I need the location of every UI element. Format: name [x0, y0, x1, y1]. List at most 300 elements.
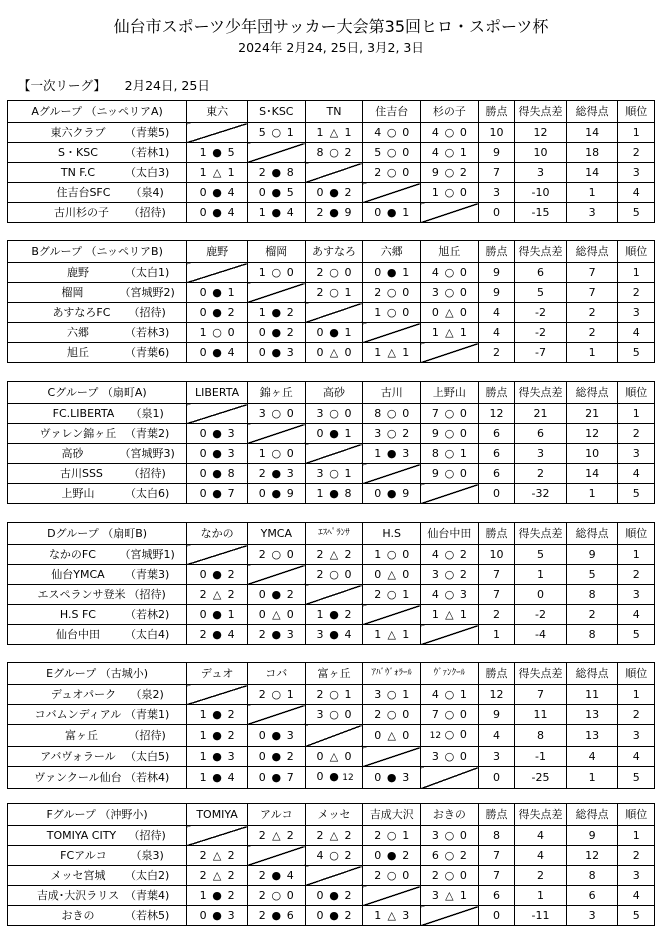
group-name: Dグループ （扇町B)	[8, 523, 187, 545]
opponent-header: あすなろ	[305, 241, 363, 263]
team-cell	[8, 424, 187, 444]
match-result: 2 ○ 0	[363, 283, 421, 303]
points: 9	[478, 143, 514, 163]
goals-scored: 3	[566, 906, 618, 926]
self-match-cell	[421, 906, 479, 926]
match-result: 2 ○ 0	[363, 705, 421, 725]
match-result: 1 ● 8	[305, 484, 363, 504]
points: 9	[478, 263, 514, 283]
match-result: 2 ○ 1	[305, 685, 363, 705]
team-area: （招待)	[128, 729, 166, 742]
team-cell	[8, 263, 187, 283]
stat-header: 総得点	[566, 523, 618, 545]
opponent-header: アルコ	[247, 804, 305, 826]
team-area: （若林3)	[124, 326, 170, 339]
goals-scored: 2	[566, 605, 618, 625]
team-row	[8, 906, 655, 926]
goal-difference: 21	[515, 404, 567, 424]
points: 7	[478, 866, 514, 886]
match-result: 2 ● 4	[247, 866, 305, 886]
team-cell	[8, 484, 187, 504]
stat-header: 勝点	[478, 523, 514, 545]
match-result: 0 ● 3	[187, 906, 248, 926]
tournament-title: 仙台市スポーツ少年団サッカー大会第35回ヒロ・スポーツ杯	[113, 17, 549, 36]
team-row	[8, 283, 655, 303]
goal-difference: 4	[515, 846, 567, 866]
team-area: （泉1)	[130, 407, 164, 420]
self-match-cell	[305, 866, 363, 886]
points: 10	[478, 545, 514, 565]
team-area: （若林4)	[124, 771, 170, 784]
group-table	[7, 240, 655, 363]
rank: 4	[618, 183, 655, 203]
opponent-header: H.S	[363, 523, 421, 545]
match-result: 2 △ 2	[187, 866, 248, 886]
goal-difference: 2	[515, 866, 567, 886]
match-result: 0 ● 2	[187, 565, 248, 585]
goals-scored: 14	[566, 464, 618, 484]
goals-scored: 7	[566, 283, 618, 303]
goals-scored: 13	[566, 705, 618, 725]
rank: 5	[618, 767, 655, 789]
goals-scored: 8	[566, 585, 618, 605]
self-match-cell	[247, 705, 305, 725]
match-result: 2 ● 3	[247, 464, 305, 484]
match-result: 0 ● 2	[363, 846, 421, 866]
team-row	[8, 323, 655, 343]
rank: 1	[618, 123, 655, 143]
match-result: 2 △ 2	[187, 585, 248, 605]
team-name: 吉成･大沢ラリス	[36, 889, 120, 902]
goal-difference: -4	[515, 625, 567, 645]
opponent-header: 東六	[187, 101, 248, 123]
team-row	[8, 767, 655, 789]
match-result: 1 ● 4	[187, 767, 248, 789]
points: 2	[478, 605, 514, 625]
match-result: 2 ● 6	[247, 906, 305, 926]
goals-scored: 14	[566, 163, 618, 183]
stat-header: 総得点	[566, 804, 618, 826]
stat-header: 得失点差	[515, 241, 567, 263]
match-result: 3 ○ 0	[305, 705, 363, 725]
goal-difference: 7	[515, 685, 567, 705]
match-result: 3 ○ 0	[421, 283, 479, 303]
rank: 4	[618, 886, 655, 906]
team-cell	[8, 303, 187, 323]
team-row	[8, 866, 655, 886]
stat-header: 順位	[618, 382, 655, 404]
self-match-cell	[187, 685, 248, 705]
team-name: 東六クラブ	[50, 126, 106, 139]
match-result: 0 △ 0	[421, 303, 479, 323]
self-match-cell	[305, 303, 363, 323]
match-result: 2 △ 2	[247, 826, 305, 846]
stat-header: 総得点	[566, 663, 618, 685]
match-result: 1 ● 2	[187, 725, 248, 747]
stat-header: 総得点	[566, 101, 618, 123]
group-name: Eグループ （古城小)	[8, 663, 187, 685]
team-area: （泉4)	[130, 186, 164, 199]
team-name: エスペランサ登米	[37, 588, 126, 601]
team-name: 鹿野	[66, 266, 89, 279]
opponent-header: 上野山	[421, 382, 479, 404]
goals-scored: 2	[566, 303, 618, 323]
team-area: （太白6)	[124, 487, 170, 500]
group-name: Cグループ （扇町A)	[8, 382, 187, 404]
opponent-header: ｳﾞｧﾝｸｰﾙ	[421, 663, 479, 685]
points: 9	[478, 705, 514, 725]
goal-difference: -1	[515, 747, 567, 767]
match-result: 1 △ 1	[187, 163, 248, 183]
match-result: 1 ○ 0	[363, 545, 421, 565]
group-name: Fグループ （沖野小)	[8, 804, 187, 826]
self-match-cell	[421, 203, 479, 223]
opponent-header: ｱﾊﾞｳﾞｫﾗｰﾙ	[363, 663, 421, 685]
opponent-header: 吉成大沢	[363, 804, 421, 826]
team-row	[8, 343, 655, 363]
team-cell	[8, 605, 187, 625]
self-match-cell	[421, 343, 479, 363]
team-area: （太白4)	[124, 628, 170, 641]
team-name: アバヴォラール	[40, 750, 116, 763]
opponent-header: TN	[305, 101, 363, 123]
match-result: 0 △ 0	[363, 725, 421, 747]
goal-difference: 6	[515, 424, 567, 444]
opponent-header: S･KSC	[247, 101, 305, 123]
team-cell	[8, 585, 187, 605]
team-name: 高砂	[61, 447, 84, 460]
stat-header: 順位	[618, 101, 655, 123]
opponent-header: ｴｽﾍﾟﾗﾝｻ	[305, 523, 363, 545]
opponent-header: TOMIYA	[187, 804, 248, 826]
team-area: （青葉6)	[124, 346, 170, 359]
match-result: 3 ○ 0	[305, 404, 363, 424]
match-result: 0 ● 9	[363, 484, 421, 504]
opponent-header: 古川	[363, 382, 421, 404]
goal-difference: 12	[515, 123, 567, 143]
team-name: 上野山	[61, 487, 95, 500]
match-result: 0 ● 3	[187, 424, 248, 444]
team-area: （若林2)	[124, 608, 170, 621]
goals-scored: 6	[566, 886, 618, 906]
match-result: 0 ● 8	[187, 464, 248, 484]
team-row	[8, 685, 655, 705]
team-name: FCアルコ	[60, 849, 107, 862]
goals-scored: 1	[566, 767, 618, 789]
rank: 5	[618, 906, 655, 926]
match-result: 1 △ 1	[421, 605, 479, 625]
team-row	[8, 747, 655, 767]
team-cell	[8, 705, 187, 725]
match-result: 1 ○ 0	[363, 303, 421, 323]
match-result: 0 ● 2	[247, 585, 305, 605]
opponent-header: デュオ	[187, 663, 248, 685]
team-name: 富ヶ丘	[64, 729, 98, 742]
match-result: 0 ● 2	[305, 886, 363, 906]
stat-header: 得失点差	[515, 382, 567, 404]
match-result: 2 ● 8	[247, 163, 305, 183]
stat-header: 順位	[618, 523, 655, 545]
match-result: 2 △ 2	[187, 846, 248, 866]
goals-scored: 11	[566, 685, 618, 705]
self-match-cell	[247, 283, 305, 303]
match-result: 1 ● 3	[363, 444, 421, 464]
points: 7	[478, 846, 514, 866]
points: 6	[478, 444, 514, 464]
stat-header: 勝点	[478, 241, 514, 263]
match-result: 0 ● 7	[247, 767, 305, 789]
team-cell	[8, 203, 187, 223]
self-match-cell	[363, 323, 421, 343]
goal-difference: -7	[515, 343, 567, 363]
opponent-header: 錦ヶ丘	[247, 382, 305, 404]
self-match-cell	[305, 163, 363, 183]
opponent-header: コバ	[247, 663, 305, 685]
match-result: 0 ● 2	[305, 183, 363, 203]
team-cell	[8, 685, 187, 705]
goals-scored: 9	[566, 545, 618, 565]
team-cell	[8, 767, 187, 789]
team-row	[8, 444, 655, 464]
team-area: （太白2)	[124, 869, 170, 882]
goal-difference: -2	[515, 303, 567, 323]
match-result: 2 ○ 0	[421, 866, 479, 886]
team-area: （宮城野2)	[119, 286, 175, 299]
match-result: 3 ○ 2	[363, 424, 421, 444]
goals-scored: 8	[566, 866, 618, 886]
match-result: 4 ○ 0	[421, 263, 479, 283]
points: 6	[478, 464, 514, 484]
team-row	[8, 404, 655, 424]
match-result: 1 ○ 0	[247, 263, 305, 283]
stat-header: 勝点	[478, 101, 514, 123]
self-match-cell	[363, 886, 421, 906]
points: 8	[478, 826, 514, 846]
goal-difference: -10	[515, 183, 567, 203]
goal-difference: -2	[515, 323, 567, 343]
self-match-cell	[187, 545, 248, 565]
match-result: 2 ● 4	[187, 625, 248, 645]
team-name: メッセ宮城	[50, 869, 106, 882]
stat-header: 得失点差	[515, 101, 567, 123]
team-row	[8, 303, 655, 323]
opponent-header: 高砂	[305, 382, 363, 404]
stat-header: 得失点差	[515, 804, 567, 826]
match-result: 2 ○ 1	[305, 283, 363, 303]
match-result: 3 △ 1	[421, 886, 479, 906]
opponent-header: 鹿野	[187, 241, 248, 263]
group-name: Aグループ （ニッペリアA)	[8, 101, 187, 123]
team-name: おきの	[61, 909, 95, 922]
goal-difference: 1	[515, 886, 567, 906]
team-cell	[8, 747, 187, 767]
team-row	[8, 263, 655, 283]
team-cell	[8, 545, 187, 565]
team-row	[8, 826, 655, 846]
team-name: H.S FC	[59, 608, 96, 621]
team-area: （青葉2)	[124, 427, 170, 440]
self-match-cell	[187, 123, 248, 143]
team-area: （青葉4)	[124, 889, 170, 902]
team-cell	[8, 123, 187, 143]
points: 1	[478, 625, 514, 645]
team-row	[8, 886, 655, 906]
self-match-cell	[421, 484, 479, 504]
points: 12	[478, 404, 514, 424]
match-result: 2 ○ 0	[305, 263, 363, 283]
points: 4	[478, 303, 514, 323]
rank: 5	[618, 625, 655, 645]
rank: 1	[618, 404, 655, 424]
match-result: 0 ● 3	[187, 444, 248, 464]
opponent-header: 六郷	[363, 241, 421, 263]
match-result: 3 ○ 1	[305, 464, 363, 484]
team-name: ヴァンクール仙台	[34, 771, 122, 784]
team-row	[8, 705, 655, 725]
team-cell	[8, 906, 187, 926]
group-name: Bグループ （ニッペリアB)	[8, 241, 187, 263]
match-result: 0 ● 1	[187, 283, 248, 303]
rank: 5	[618, 484, 655, 504]
team-name: 住吉台SFC	[56, 186, 111, 199]
self-match-cell	[187, 826, 248, 846]
points: 9	[478, 283, 514, 303]
self-match-cell	[187, 404, 248, 424]
match-result: 8 ○ 0	[363, 404, 421, 424]
team-row	[8, 605, 655, 625]
rank: 1	[618, 263, 655, 283]
match-result: 0 ● 3	[363, 767, 421, 789]
team-cell	[8, 444, 187, 464]
match-result: 4 ○ 0	[421, 123, 479, 143]
team-area: （太白3)	[124, 166, 170, 179]
rank: 3	[618, 725, 655, 747]
team-cell	[8, 404, 187, 424]
points: 4	[478, 323, 514, 343]
stat-header: 勝点	[478, 663, 514, 685]
match-result: 4 ○ 1	[421, 143, 479, 163]
self-match-cell	[363, 747, 421, 767]
match-result: 4 ○ 3	[421, 585, 479, 605]
match-result: 8 ○ 2	[305, 143, 363, 163]
team-area: （招待)	[128, 829, 166, 842]
team-area: （招待)	[128, 588, 166, 601]
rank: 5	[618, 343, 655, 363]
rank: 1	[618, 685, 655, 705]
rank: 4	[618, 605, 655, 625]
goal-difference: 11	[515, 705, 567, 725]
match-result: 0 ● 7	[187, 484, 248, 504]
match-result: 9 ○ 0	[421, 464, 479, 484]
rank: 3	[618, 163, 655, 183]
match-result: 0 ● 5	[247, 183, 305, 203]
team-area: （青葉1)	[124, 708, 170, 721]
match-result: 2 ○ 0	[247, 545, 305, 565]
match-result: 0 ● 1	[187, 605, 248, 625]
goals-scored: 1	[566, 484, 618, 504]
opponent-header: なかの	[187, 523, 248, 545]
match-result: 0 ● 2	[247, 323, 305, 343]
match-result: 0 ● 1	[363, 203, 421, 223]
points: 7	[478, 585, 514, 605]
goals-scored: 2	[566, 323, 618, 343]
team-cell	[8, 826, 187, 846]
match-result: 2 ● 3	[247, 625, 305, 645]
team-cell	[8, 143, 187, 163]
group-table	[7, 381, 655, 504]
match-result: 2 △ 2	[305, 545, 363, 565]
opponent-header: LIBERTA	[187, 382, 248, 404]
match-result: 3 ○ 0	[421, 826, 479, 846]
team-row	[8, 545, 655, 565]
goal-difference: 2	[515, 464, 567, 484]
goals-scored: 1	[566, 183, 618, 203]
goal-difference: 4	[515, 826, 567, 846]
match-result: 1 △ 1	[421, 323, 479, 343]
stat-header: 順位	[618, 663, 655, 685]
match-result: 2 ○ 0	[247, 886, 305, 906]
match-result: 0 ● 2	[247, 747, 305, 767]
match-result: 1 △ 1	[305, 123, 363, 143]
match-result: 2 ○ 0	[363, 866, 421, 886]
goals-scored: 3	[566, 203, 618, 223]
match-result: 9 ○ 0	[421, 424, 479, 444]
self-match-cell	[247, 143, 305, 163]
goal-difference: 3	[515, 444, 567, 464]
match-result: 0 ● 1	[363, 263, 421, 283]
stat-header: 勝点	[478, 804, 514, 826]
goals-scored: 8	[566, 625, 618, 645]
self-match-cell	[421, 625, 479, 645]
self-match-cell	[247, 424, 305, 444]
rank: 2	[618, 424, 655, 444]
team-name: 古川杉の子	[53, 206, 109, 219]
self-match-cell	[305, 725, 363, 747]
match-result: 4 ○ 2	[421, 545, 479, 565]
match-result: 2 ○ 1	[363, 826, 421, 846]
stat-header: 順位	[618, 241, 655, 263]
points: 3	[478, 747, 514, 767]
match-result: 0 ● 1	[305, 323, 363, 343]
team-area: （若林5)	[124, 909, 170, 922]
goals-scored: 12	[566, 846, 618, 866]
team-name: FC.LIBERTA	[52, 407, 115, 420]
points: 3	[478, 183, 514, 203]
goals-scored: 18	[566, 143, 618, 163]
group-table	[7, 662, 655, 789]
group-table	[7, 803, 655, 926]
team-row	[8, 846, 655, 866]
team-area: （泉2)	[130, 688, 164, 701]
match-result: 6 ○ 2	[421, 846, 479, 866]
team-name: 古川SSS	[59, 467, 103, 480]
rank: 2	[618, 846, 655, 866]
rank: 1	[618, 826, 655, 846]
rank: 2	[618, 565, 655, 585]
goals-scored: 14	[566, 123, 618, 143]
team-cell	[8, 464, 187, 484]
match-result: 2 ○ 1	[363, 585, 421, 605]
match-result: 1 ○ 0	[421, 183, 479, 203]
self-match-cell	[247, 565, 305, 585]
team-area: （招待)	[128, 306, 166, 319]
self-match-cell	[363, 183, 421, 203]
match-result: 3 ○ 2	[421, 565, 479, 585]
team-area: （泉3)	[130, 849, 164, 862]
team-cell	[8, 565, 187, 585]
team-cell	[8, 866, 187, 886]
opponent-header: メッセ	[305, 804, 363, 826]
